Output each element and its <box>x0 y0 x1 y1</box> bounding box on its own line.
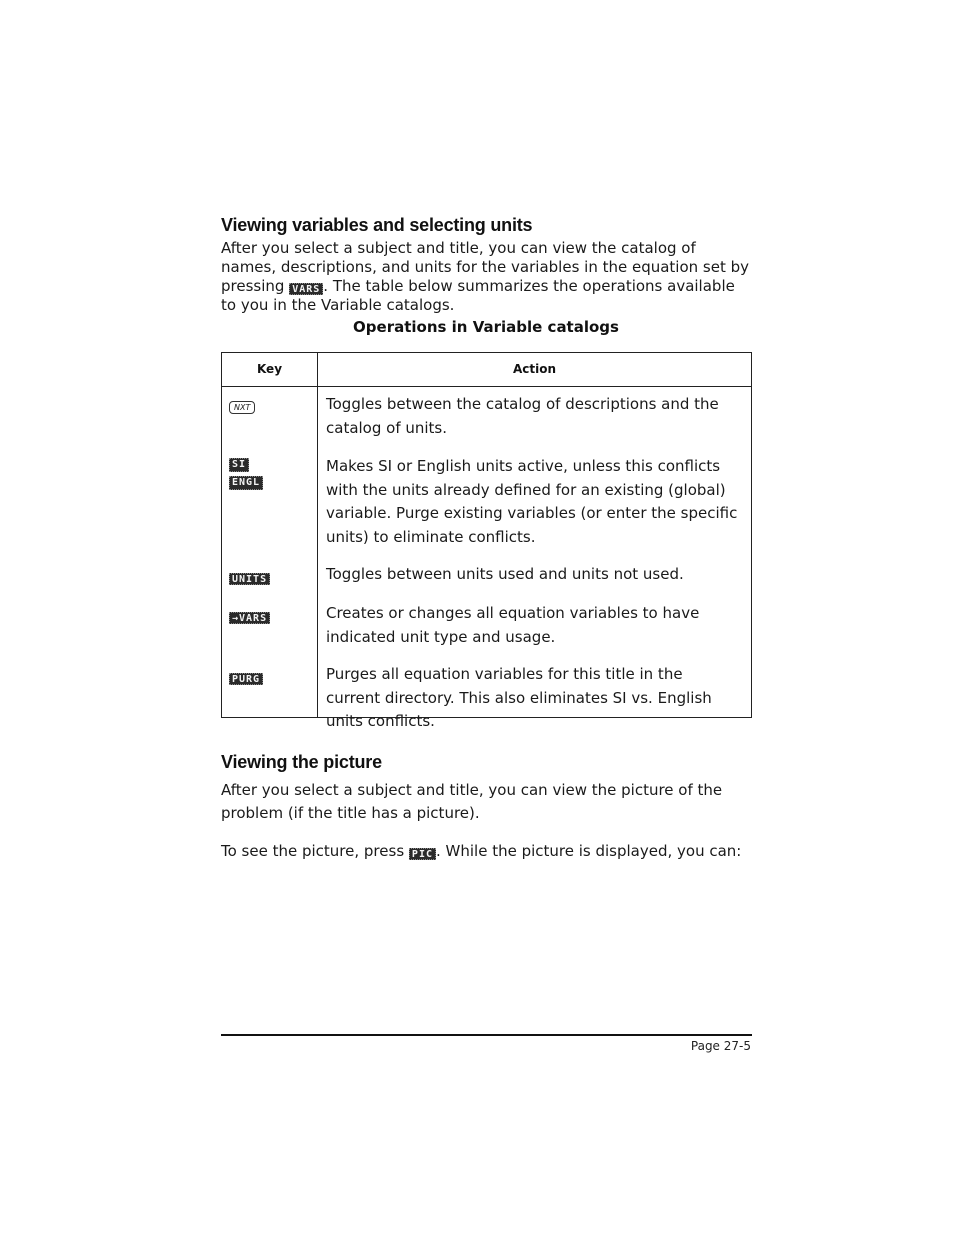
vars-softkey-icon: VARS <box>289 283 323 295</box>
picture-text-before-key: To see the picture, press <box>221 842 405 860</box>
picture-instructions <box>221 840 751 863</box>
picture-text-after-key: . While the picture is displayed, you can: <box>435 842 742 860</box>
intro-paragraph <box>221 239 751 315</box>
to-vars-softkey-icon: →VARS <box>229 612 270 624</box>
table-row-action: Makes SI or English units active, unless this conflicts with the units already defined for an existing (global) variable. Purge existing variables (or enter the specific units) to eliminate conflicts. <box>326 457 738 546</box>
page-number: Page 27-5 <box>690 1039 751 1053</box>
picture-paragraph: After you select a subject and title, you can view the picture of the problem (if the title has a picture). <box>221 781 723 822</box>
table-row-key <box>229 458 263 490</box>
section-heading-variables: Viewing variables and selecting units <box>221 215 533 235</box>
footer-rule <box>221 1034 752 1036</box>
section-heading-picture: Viewing the picture <box>221 752 382 772</box>
purg-softkey-icon: PURG <box>229 673 263 685</box>
engl-softkey-icon: ENGL <box>229 476 263 490</box>
table-row-action: Creates or changes all equation variables to have indicated unit type and usage. <box>326 604 700 646</box>
intro-text-before-key: After you select a subject and title, you can view the catalog of names, descriptions, and units for the variables in the equation set by pressing <box>221 239 750 295</box>
table-header-action: Action <box>512 362 557 376</box>
table-row-action: Toggles between units used and units not used. <box>326 565 684 583</box>
si-softkey-icon: SI <box>229 458 249 472</box>
table-header-divider <box>222 386 751 387</box>
operations-table <box>221 352 752 730</box>
table-row-action: Toggles between the catalog of descriptions and the catalog of units. <box>326 395 719 437</box>
table-caption: Operations in Variable catalogs <box>353 318 619 336</box>
table-column-divider <box>317 353 318 717</box>
table-row-key <box>229 395 255 414</box>
table-header-key: Key <box>256 362 283 376</box>
table-row-key <box>229 566 270 585</box>
pic-softkey-icon: PIC <box>409 848 436 860</box>
intro-text-after-key: . The table below summarizes the operations available to you in the Variable catalogs. <box>221 277 735 314</box>
table-row-key <box>229 605 270 624</box>
table-row-action: Purges all equation variables for this title in the current directory. This also eliminates SI vs. English units conflicts. <box>326 665 712 730</box>
units-softkey-icon: UNITS <box>229 573 270 585</box>
table-row-key <box>229 666 263 685</box>
nxt-key-icon: NXT <box>229 401 255 414</box>
